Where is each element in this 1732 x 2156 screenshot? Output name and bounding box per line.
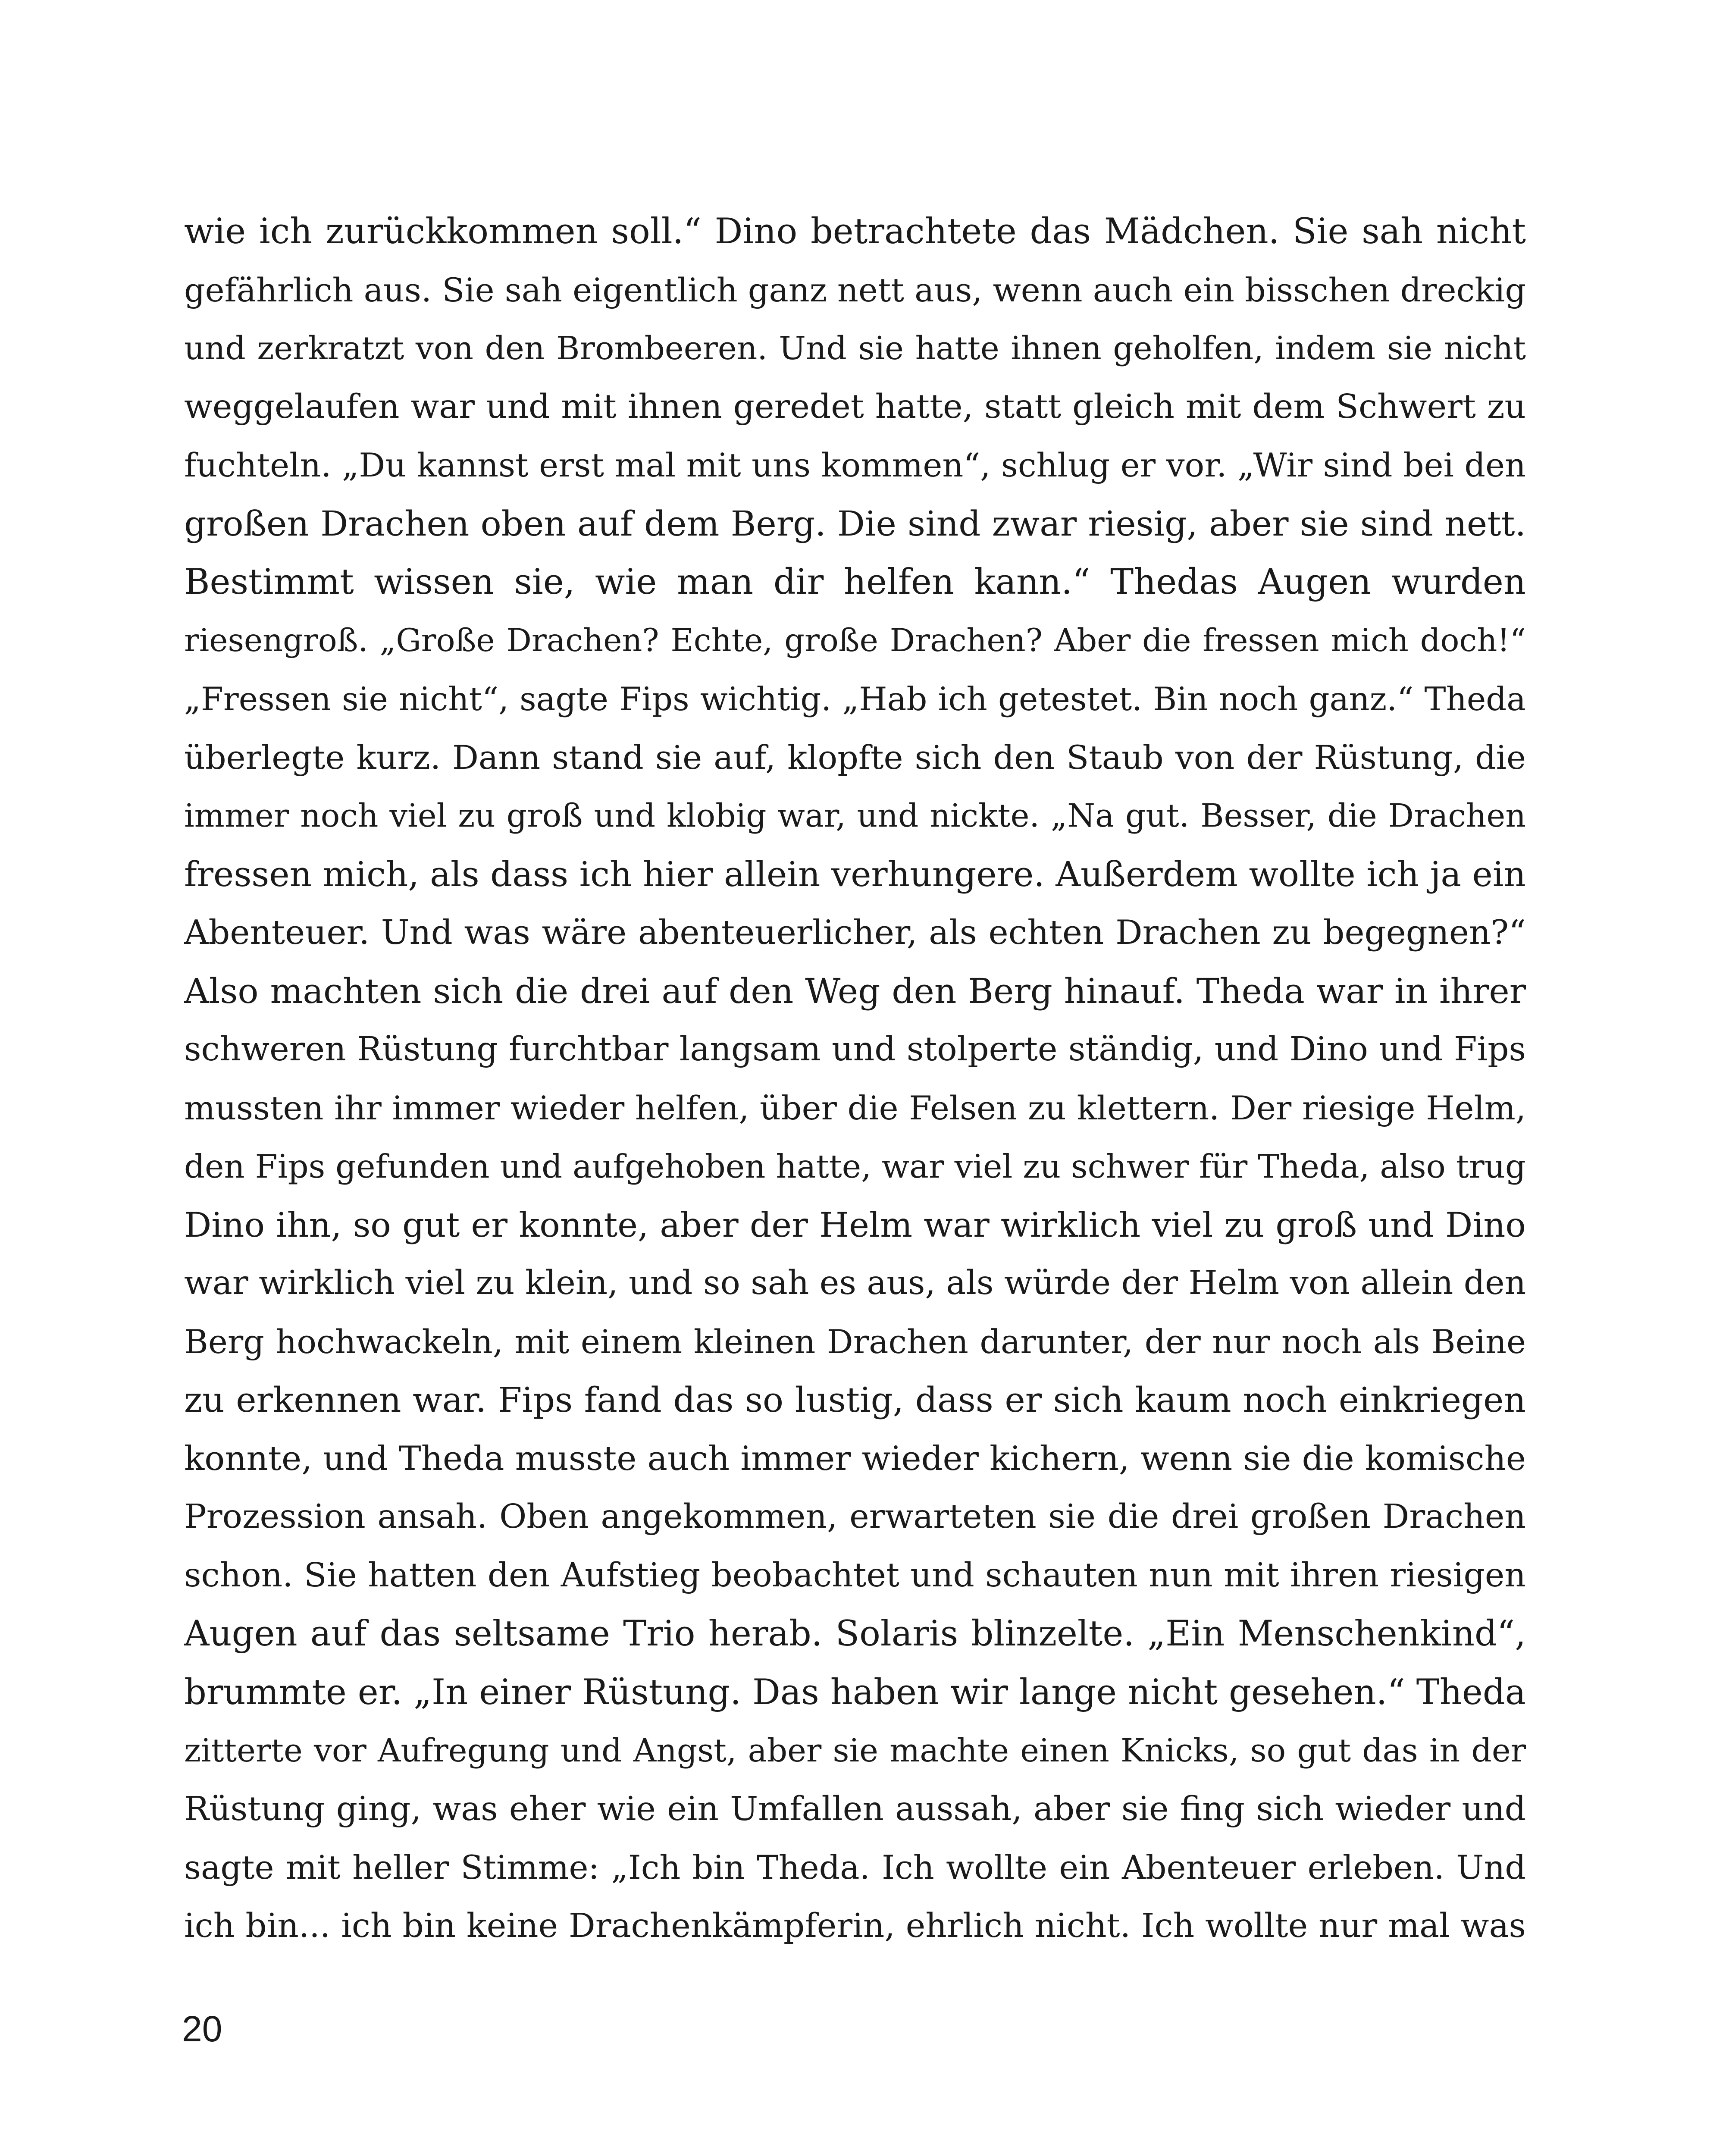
text-line: wie ich zurückkommen soll.“ Dino betrachtete das Mädchen. Sie sah nicht: [184, 211, 1526, 252]
text-line: weggelaufen war und mit ihnen geredet hatte, statt gleich mit dem Schwert zu: [184, 387, 1526, 426]
text-line: großen Drachen oben auf dem Berg. Die sind zwar riesig, aber sie sind nett.: [184, 503, 1526, 544]
body-text: [184, 210, 1526, 1963]
text-line: mussten ihr immer wieder helfen, über die Felsen zu klettern. Der riesige Helm,: [184, 1088, 1526, 1127]
page-number: 20: [182, 2009, 222, 2049]
text-line: fressen mich, als dass ich hier allein verhungere. Außerdem wollte ich ja ein: [184, 854, 1526, 894]
text-line: Also machten sich die drei auf den Weg den Berg hinauf. Theda war in ihrer: [184, 971, 1526, 1011]
text-line: Bestimmt wissen sie, wie man dir helfen kann.“ Thedas Augen wurden: [184, 562, 1526, 602]
text-line: Dino ihn, so gut er konnte, aber der Helm war wirklich viel zu groß und Dino: [184, 1205, 1526, 1245]
text-line: gefährlich aus. Sie sah eigentlich ganz nett aus, wenn auch ein bisschen dreckig: [184, 270, 1526, 309]
text-line: ich bin... ich bin keine Drachenkämpferin, ehrlich nicht. Ich wollte nur mal was: [184, 1906, 1526, 1945]
text-line: schweren Rüstung furchtbar langsam und stolperte ständig, und Dino und Fips: [184, 1030, 1526, 1069]
text-line: Abenteuer. Und was wäre abenteuerlicher, als echten Drachen zu begegnen?“: [184, 913, 1526, 952]
text-line: Augen auf das seltsame Trio herab. Solaris blinzelte. „Ein Menschenkind“,: [184, 1614, 1526, 1654]
text-line: war wirklich viel zu klein, und so sah es aus, als würde der Helm von allein den: [184, 1264, 1526, 1302]
text-line: konnte, und Theda musste auch immer wieder kichern, wenn sie die komische: [184, 1439, 1526, 1478]
text-line: Berg hochwackeln, mit einem kleinen Drachen darunter, der nur noch als Beine: [184, 1322, 1526, 1361]
text-line: sagte mit heller Stimme: „Ich bin Theda. Ich wollte ein Abenteuer erleben. Und: [184, 1848, 1526, 1887]
text-line: schon. Sie hatten den Aufstieg beobachtet und schauten nun mit ihren riesigen: [184, 1556, 1526, 1595]
text-line: zu erkennen war. Fips fand das so lustig, dass er sich kaum noch einkriegen: [184, 1380, 1526, 1420]
text-line: fuchteln. „Du kannst erst mal mit uns kommen“, schlug er vor. „Wir sind bei den: [184, 446, 1526, 484]
text-line: zitterte vor Aufregung und Angst, aber sie machte einen Knicks, so gut das in der: [184, 1732, 1526, 1769]
text-line: Prozession ansah. Oben angekommen, erwarteten sie die drei großen Drachen: [184, 1498, 1526, 1536]
text-line: Rüstung ging, was eher wie ein Umfallen aussah, aber sie fing sich wieder und: [184, 1789, 1526, 1828]
text-line: und zerkratzt von den Brombeeren. Und sie hatte ihnen geholfen, indem sie nicht: [184, 330, 1526, 367]
text-line: den Fips gefunden und aufgehoben hatte, war viel zu schwer für Theda, also trug: [184, 1147, 1526, 1185]
text-line: immer noch viel zu groß und klobig war, und nickte. „Na gut. Besser, die Drachen: [184, 797, 1526, 834]
text-line: riesengroß. „Große Drachen? Echte, große Drachen? Aber die fressen mich doch!“: [184, 622, 1526, 659]
text-line: überlegte kurz. Dann stand sie auf, klopfte sich den Staub von der Rüstung, die: [184, 738, 1526, 777]
text-line: brummte er. „In einer Rüstung. Das haben wir lange nicht gesehen.“ Theda: [184, 1672, 1526, 1713]
text-line: „Fressen sie nicht“, sagte Fips wichtig. „Hab ich getestet. Bin noch ganz.“ Theda: [184, 680, 1526, 718]
